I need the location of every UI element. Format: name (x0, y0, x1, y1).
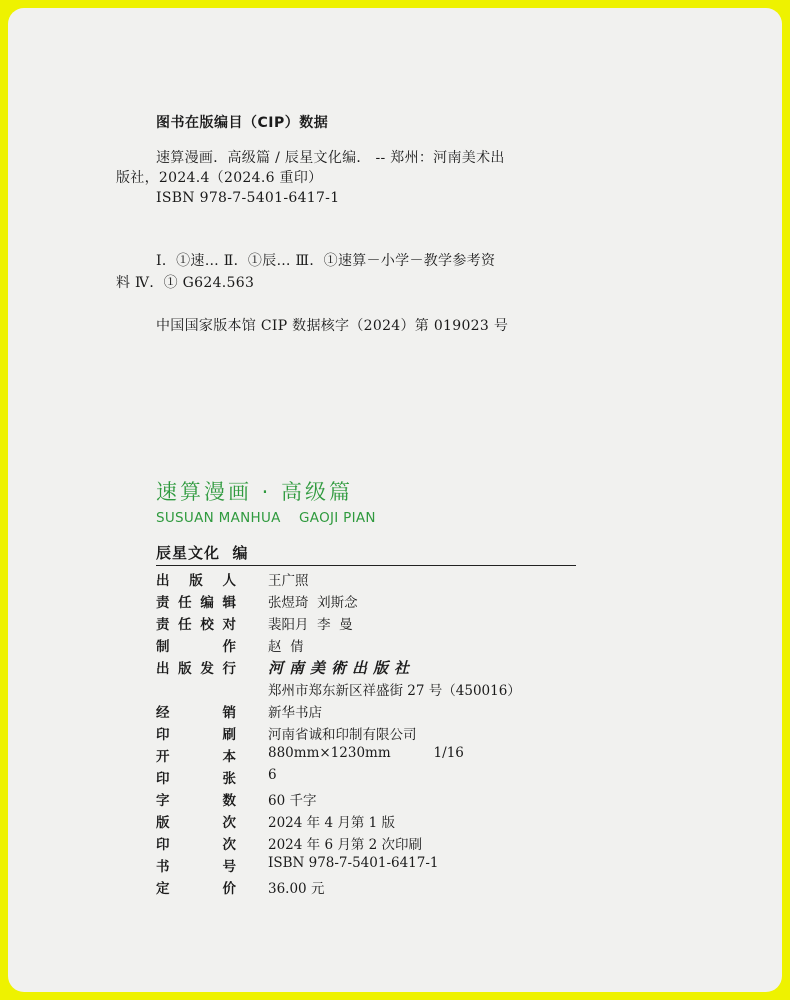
colophon-value: 张煜琦 刘斯念 (268, 595, 358, 611)
colophon-label-char: 经 (156, 705, 170, 721)
divider (156, 565, 576, 566)
colophon-label-char: 开 (156, 749, 170, 765)
colophon-label (156, 635, 236, 655)
colophon-label (156, 789, 236, 809)
colophon-label-char: 版 (189, 573, 203, 589)
colophon-label-char: 字 (156, 793, 170, 809)
cip-heading: 图书在版编目（CIP）数据 (156, 115, 329, 131)
colophon-label-char: 价 (222, 881, 236, 897)
book-title-pinyin: SUSUAN MANHUA GAOJI PIAN (156, 510, 376, 526)
colophon-label-char: 辑 (222, 595, 236, 611)
colophon-label-char: 印 (156, 771, 170, 787)
colophon-label (156, 701, 236, 721)
colophon-label (156, 723, 236, 743)
colophon-value: ISBN 978-7-5401-6417-1 (268, 855, 439, 871)
colophon-label (156, 591, 236, 611)
colophon-label (156, 833, 236, 853)
colophon-value: 2024 年 4 月第 1 版 (268, 815, 395, 831)
publisher-logo: 河南美術出版社 (268, 659, 416, 677)
colophon-label-char: 销 (222, 705, 236, 721)
colophon-label (156, 613, 236, 633)
colophon-value: 2024 年 6 月第 2 次印刷 (268, 837, 422, 853)
colophon-label (156, 855, 236, 875)
colophon-value: 60 千字 (268, 793, 317, 809)
colophon-label-char: 人 (222, 573, 236, 589)
colophon-label-char: 张 (222, 771, 236, 787)
cip-line: 版社，2024.4（2024.6 重印） (116, 170, 323, 186)
colophon-label-char: 版 (156, 815, 170, 831)
colophon-value: 新华书店 (268, 705, 322, 721)
colophon-label-char: 制 (156, 639, 170, 655)
colophon-label-char: 校 (200, 617, 214, 633)
colophon-label-char: 版 (178, 661, 192, 677)
colophon-label (156, 657, 236, 677)
copyright-page (8, 8, 782, 992)
colophon-label-char: 出 (156, 661, 170, 677)
colophon-label (156, 811, 236, 831)
book-title: 速算漫画 · 高级篇 (156, 480, 354, 504)
colophon-label-char: 刷 (222, 727, 236, 743)
colophon-label-char: 本 (222, 749, 236, 765)
colophon-label-char: 责 (156, 595, 170, 611)
colophon-label-char: 行 (222, 661, 236, 677)
colophon-label-char: 印 (156, 837, 170, 853)
colophon-label-char: 作 (222, 639, 236, 655)
colophon-label-char: 次 (222, 815, 236, 831)
colophon-label-char: 次 (222, 837, 236, 853)
colophon-label (156, 745, 236, 765)
colophon-label-char: 责 (156, 617, 170, 633)
colophon-label-char: 任 (178, 617, 192, 633)
colophon-label-char: 出 (156, 573, 170, 589)
colophon-value: 裴阳月 李 曼 (268, 617, 353, 633)
colophon-value: 王广照 (268, 573, 309, 589)
colophon-label-char: 印 (156, 727, 170, 743)
colophon-value: 郑州市郑东新区祥盛街 27 号（450016） (268, 683, 521, 699)
cip-record-number: 中国国家版本馆 CIP 数据核字（2024）第 019023 号 (156, 318, 509, 334)
colophon-value: 河南省诚和印制有限公司 (268, 727, 417, 743)
colophon-label-char: 号 (222, 859, 236, 875)
colophon-value: 36.00 元 (268, 881, 325, 897)
colophon-label-char: 数 (222, 793, 236, 809)
cip-classification-line: 料 Ⅳ．① G624.563 (116, 275, 255, 291)
cip-isbn-line: ISBN 978-7-5401-6417-1 (156, 190, 340, 206)
colophon-value: 6 (268, 767, 277, 783)
book-editor: 辰星文化 编 (156, 544, 249, 562)
colophon-label-char: 编 (200, 595, 214, 611)
cip-classification-line: Ⅰ．①速… Ⅱ．①辰… Ⅲ．①速算－小学－教学参考资 (156, 253, 496, 269)
colophon-label-char: 任 (178, 595, 192, 611)
cip-line: 速算漫画．高级篇 / 辰星文化编． -- 郑州：河南美术出 (156, 150, 505, 166)
colophon-label-char: 对 (222, 617, 236, 633)
colophon-label (156, 767, 236, 787)
colophon-value: 赵 倩 (268, 639, 304, 655)
colophon-label-char: 定 (156, 881, 170, 897)
colophon-value: 880mm×1230mm 1/16 (268, 745, 464, 761)
colophon-label-char: 书 (156, 859, 170, 875)
colophon-label (156, 877, 236, 897)
colophon-label (156, 569, 236, 589)
colophon-label-char: 发 (200, 661, 214, 677)
